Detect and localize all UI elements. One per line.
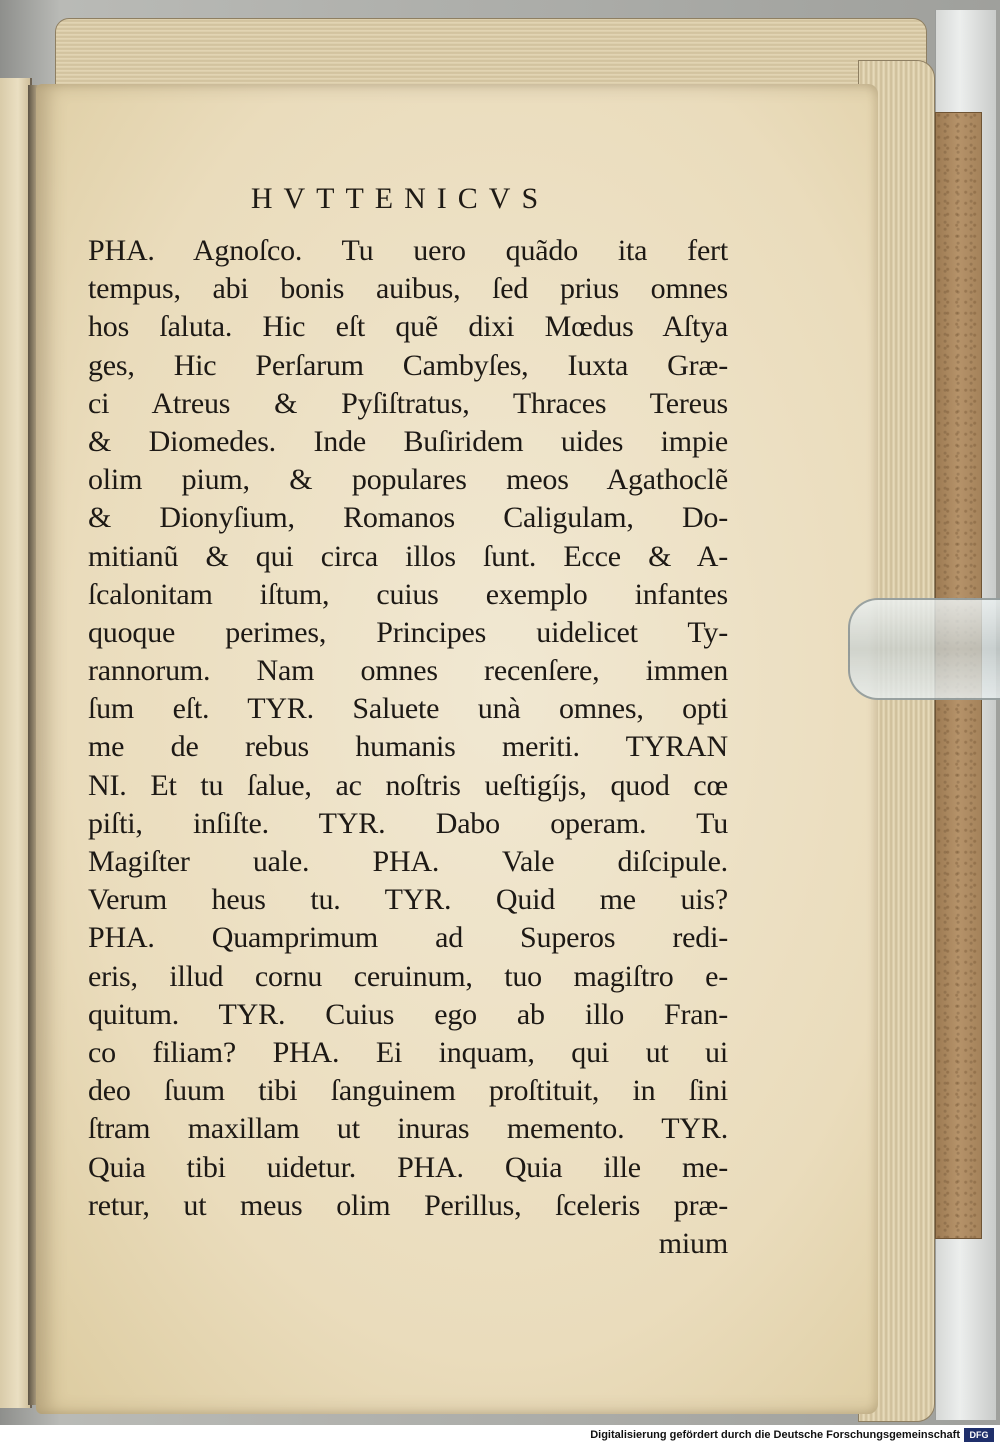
text-line: tempus, abi bonis auibus, ſed prius omnes <box>88 272 728 306</box>
text-line: rannorum. Nam omnes recenſere, immen <box>88 654 728 688</box>
funding-credit: Digitalisierung gefördert durch die Deutsche Forschungsgemeinschaft <box>590 1429 960 1441</box>
text-line: ges, Hic Perſarum Cambyſes, Iuxta Græ- <box>88 348 728 382</box>
text-line: quitum. TYR. Cuius ego ab illo Fran- <box>88 997 728 1031</box>
text-line: Quia tibi uidetur. PHA. Quia ille me- <box>88 1150 728 1184</box>
text-line: olim pium, & populares meos Agathoclẽ <box>88 463 728 497</box>
text-line: retur, ut meus olim Perillus, ſceleris præ- <box>88 1188 728 1222</box>
running-head: HVTTENICVS <box>250 182 550 215</box>
text-line: co filiam? PHA. Ei inquam, qui ut ui <box>88 1035 728 1069</box>
text-line: ci Atreus & Pyſiſtratus, Thraces Tereus <box>88 386 728 420</box>
text-line: me de rebus humanis meriti. TYRAN <box>88 730 728 764</box>
text-line: PHA. Agnoſco. Tu uero quãdo ita fert <box>88 234 728 267</box>
page-body <box>88 232 728 1263</box>
text-line: eris, illud cornu ceruinum, tuo magiſtro e- <box>88 959 728 993</box>
dfg-logo: DFG <box>964 1428 994 1442</box>
text-line: ſum eſt. TYR. Saluete unà omnes, opti <box>88 692 728 726</box>
text-line: deo ſuum tibi ſanguinem proſtituit, in ſini <box>88 1074 728 1108</box>
text-line: & Diomedes. Inde Buſiridem uides impie <box>88 424 728 458</box>
text-line: quoque perimes, Principes uidelicet Ty- <box>88 615 728 649</box>
catchword: mium <box>658 1226 728 1260</box>
text-line: NI. Et tu ſalue, ac noſtris ueſtigíjs, quod cœ <box>88 768 728 802</box>
text-line: Magiſter uale. PHA. Vale diſcipule. <box>88 845 728 878</box>
text-line: ſcalonitam iſtum, cuius exemplo infantes <box>88 577 728 611</box>
text-line: Verum heus tu. TYR. Quid me uis? <box>88 883 728 917</box>
text-line: hos ſaluta. Hic eſt quẽ dixi Mœdus Aſtya <box>88 310 728 344</box>
text-line: ſtram maxillam ut inuras memento. TYR. <box>88 1112 728 1146</box>
text-line: PHA. Quamprimum ad Superos redi- <box>88 921 728 955</box>
text-line: piſti, inſiſte. TYR. Dabo operam. Tu <box>88 806 728 840</box>
page-clip <box>848 598 1000 700</box>
text-line: & Dionyſium, Romanos Caligulam, Do- <box>88 501 728 535</box>
text-line: mitianũ & qui circa illos ſunt. Ecce & A- <box>88 539 728 573</box>
